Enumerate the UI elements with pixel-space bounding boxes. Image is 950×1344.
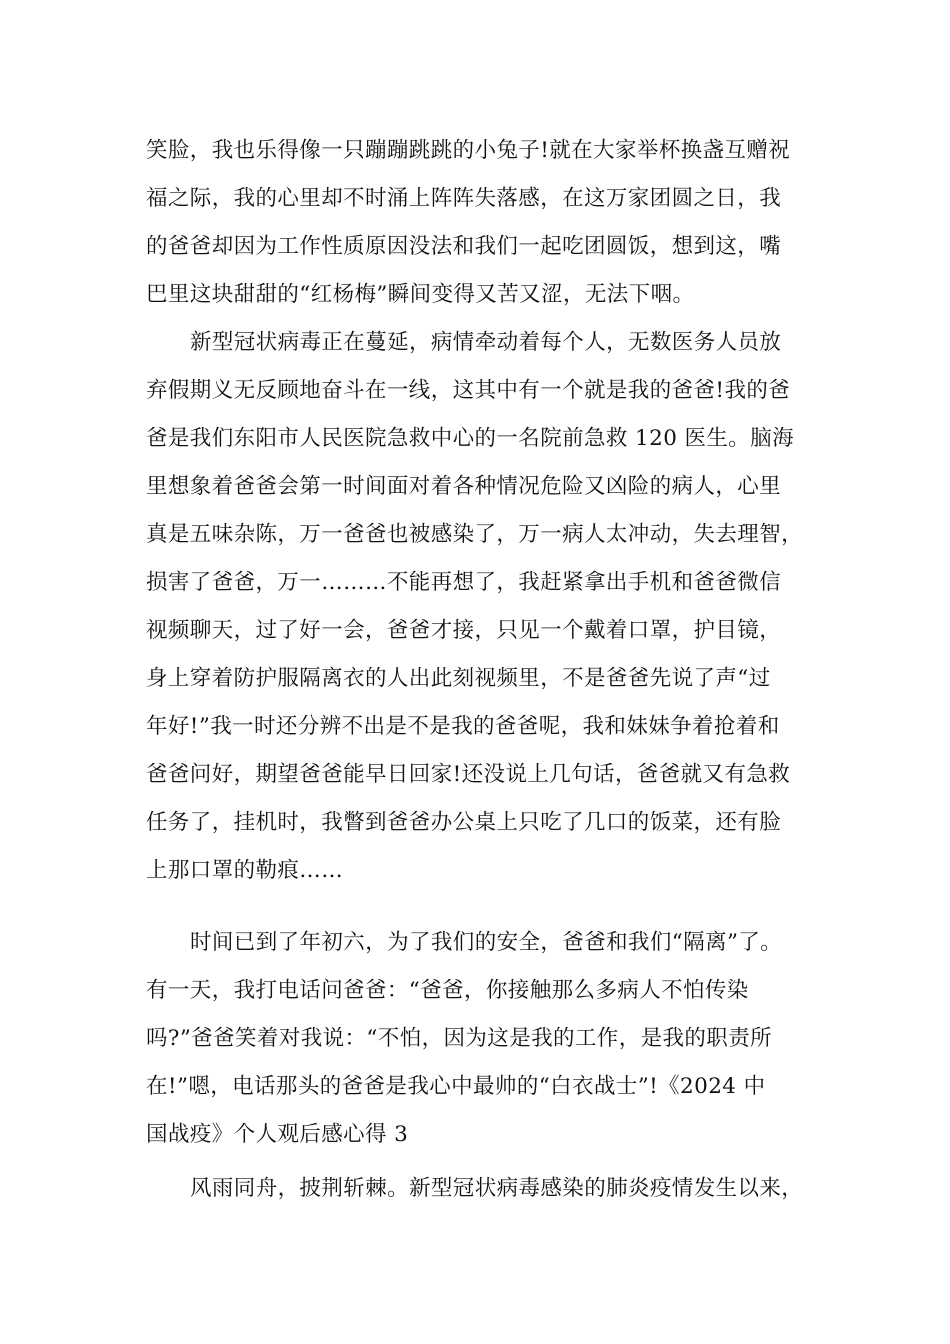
text-line: 在!”嗯，电话那头的爸爸是我心中最帅的“白衣战士”!《2024 中 [146, 1074, 766, 1099]
text-line: 弃假期义无反顾地奋斗在一线，这其中有一个就是我的爸爸!我的爸 [146, 378, 791, 403]
text-line: 身上穿着防护服隔离衣的人出此刻视频里，不是爸爸先说了声“过 [146, 666, 771, 691]
text-line: 吗?”爸爸笑着对我说：“不怕，因为这是我的工作，是我的职责所 [146, 1026, 773, 1051]
text-line: 损害了爸爸，万一………不能再想了，我赶紧拿出手机和爸爸微信 [146, 570, 782, 595]
text-line: 笑脸，我也乐得像一只蹦蹦跳跳的小兔子!就在大家举杯换盏互赠祝 [146, 138, 791, 163]
text-line: 上那口罩的勒痕…… [146, 858, 344, 883]
text-line: 福之际，我的心里却不时涌上阵阵失落感，在这万家团圆之日，我 [146, 186, 782, 211]
text-line: 爸爸问好，期望爸爸能早日回家!还没说上几句话，爸爸就又有急救 [146, 762, 791, 787]
text-line: 的爸爸却因为工作性质原因没法和我们一起吃团圆饭，想到这，嘴 [146, 234, 782, 259]
text-line: 年好!”我一时还分辨不出是不是我的爸爸呢，我和妹妹争着抢着和 [146, 714, 780, 739]
text-line: 爸是我们东阳市人民医院急救中心的一名院前急救 120 医生。脑海 [146, 426, 795, 451]
text-line: 真是五味杂陈，万一爸爸也被感染了，万一病人太冲动，失去理智， [146, 522, 804, 547]
paragraph-first-line: 新型冠状病毒正在蔓延，病情牵动着每个人，无数医务人员放 [190, 330, 782, 355]
text-line: 任务了，挂机时，我瞥到爸爸办公桌上只吃了几口的饭菜，还有脸 [146, 810, 782, 835]
paragraph-first-line: 时间已到了年初六，为了我们的安全，爸爸和我们“隔离”了。 [190, 930, 783, 955]
section-heading-line: 国战疫》个人观后感心得 3 [146, 1122, 409, 1147]
text-line: 巴里这块甜甜的“红杨梅”瞬间变得又苦又涩，无法下咽。 [146, 282, 695, 307]
text-line: 有一天，我打电话问爸爸：“爸爸，你接触那么多病人不怕传染 [146, 978, 749, 1003]
text-line: 视频聊天，过了好一会，爸爸才接，只见一个戴着口罩，护目镜， [146, 618, 782, 643]
text-line: 里想象着爸爸会第一时间面对着各种情况危险又凶险的病人，心里 [146, 474, 782, 499]
paragraph-first-line: 风雨同舟，披荆斩棘。新型冠状病毒感染的肺炎疫情发生以来， [190, 1176, 804, 1201]
